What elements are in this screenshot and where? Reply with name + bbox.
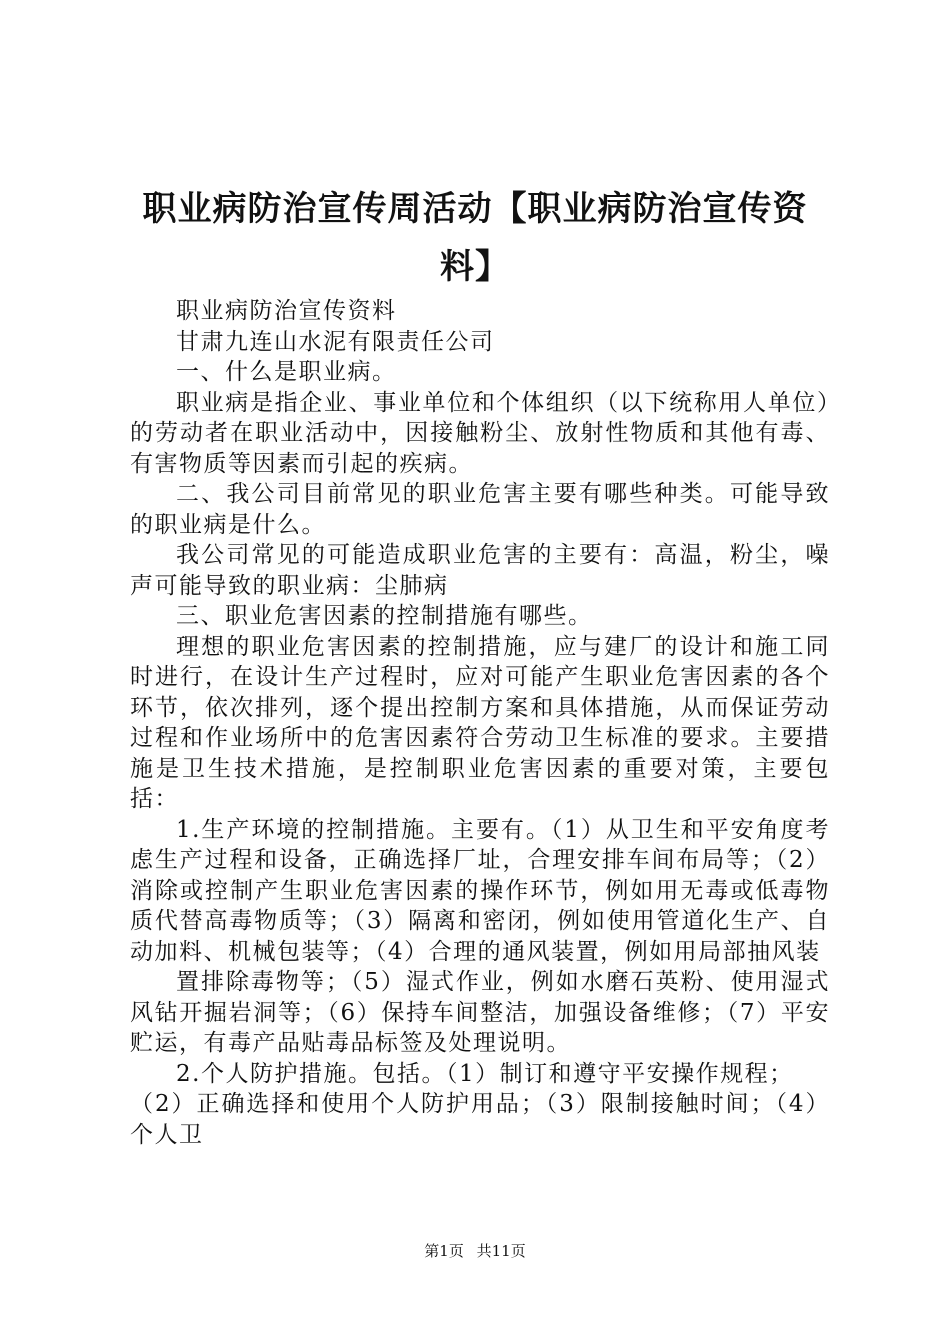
section-heading-2: 二、我公司目前常见的职业危害主要有哪些种类。可能导致的职业病是什么。 xyxy=(130,481,830,538)
page-number: 第1页 xyxy=(424,1242,464,1260)
paragraph: （2）正确选择和使用个人防护用品；（3）限制接触时间；（4）个人卫 xyxy=(130,1091,830,1148)
paragraph: 2.个人防护措施。包括。（1）制订和遵守平安操作规程； xyxy=(176,1060,794,1087)
document-body xyxy=(130,296,830,1150)
page-footer xyxy=(0,1240,950,1261)
section-heading-1: 一、什么是职业病。 xyxy=(176,359,397,385)
paragraph: 理想的职业危害因素的控制措施，应与建厂的设计和施工同时进行，在设计生产过程时，应对可能产生职业危害因素的各个环节，依次排列，逐个提出控制方案和具体措施，从而保证劳动过程和作业场所中的危害因素符合劳动卫生标准的要求。主要措施是卫生技术措施，是控制职业危害因素的重要对策，主要包括： xyxy=(130,633,830,812)
document-title: 职业病防治宣传周活动【职业病防治宣传资料】 xyxy=(142,189,808,287)
paragraph: 职业病是指企业、事业单位和个体组织（以下统称用人单位）的劳动者在职业活动中，因接触粉尘、放射性物质和其他有毒、有害物质等因素而引起的疾病。 xyxy=(130,389,830,477)
paragraph: 我公司常见的可能造成职业危害的主要有：高温，粉尘，噪声可能导致的职业病：尘肺病 xyxy=(130,542,830,599)
paragraph-heading: 职业病防治宣传资料 xyxy=(176,298,397,324)
total-pages: 共11页 xyxy=(476,1242,526,1260)
section-heading-3: 三、职业危害因素的控制措施有哪些。 xyxy=(176,603,593,629)
paragraph-company: 甘肃九连山水泥有限责任公司 xyxy=(176,328,495,355)
paragraph: 1.生产环境的控制措施。主要有。（1）从卫生和平安角度考虑生产过程和设备，正确选择厂址，合理安排车间布局等；（2）消除或控制产生职业危害因素的操作环节，例如用无毒或低毒物质代替高毒物质等；（3）隔离和密闭，例如使用管道化生产、自动加料、机械包装等；（4）合理的通风装置，例如用局部抽风装 xyxy=(130,816,830,965)
paragraph: 置排除毒物等；（5）湿式作业，例如水磨石英粉、使用湿式风钻开掘岩洞等；（6）保持车间整洁，加强设备维修；（7）平安贮运，有毒产品贴毒品标签及处理说明。 xyxy=(130,969,830,1056)
